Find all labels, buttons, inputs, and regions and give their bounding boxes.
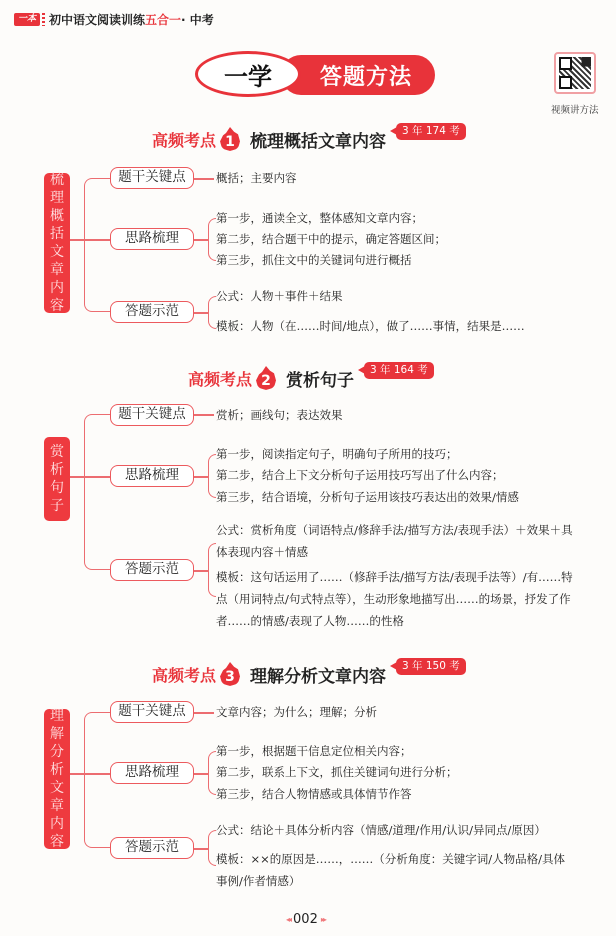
leaf-text: 第一步，通读全文，整体感知文章内容；	[216, 211, 423, 225]
page-number-text: 002	[293, 912, 318, 927]
qr-caption: 视频讲方法	[551, 105, 599, 116]
leaf-text: 第二步，结合题干中的提示，确定答题区间；	[216, 232, 446, 246]
qr-code[interactable]	[554, 52, 596, 94]
book-title-main: 初中语文阅读训练	[49, 12, 146, 27]
leaf-text: 模板：这句话运用了……（修辞手法/描写方法/表现手法等）/有……特点（用词特点/句式特点等），生动形象地描写出……的场景，抒发了作者……的情感/表现了人物……的性格	[216, 570, 573, 628]
exam-count-badge: 3 年 150 考	[396, 658, 466, 675]
exam-count-badge: 3 年 164 考	[364, 362, 434, 379]
leaf-text: 概括；主要内容	[216, 171, 297, 185]
leaf-text: 模板：××的原因是……，……（分析角度：关键字词/人物品格/具体事例/作者情感）	[216, 852, 566, 888]
leaf-text: 第三步，结合人物情感或具体情节作答	[216, 787, 412, 801]
section-prefix: 高频考点	[152, 130, 217, 150]
section-heading-2	[188, 363, 434, 391]
branch-node: 题干关键点	[110, 167, 194, 189]
page-arrow-left-icon: ◂◂	[286, 915, 291, 924]
branch-node: 思路梳理	[110, 228, 194, 250]
leaf-text: 第二步，联系上下文，抓住关键词句进行分析；	[216, 765, 458, 779]
section-heading-1	[152, 124, 466, 152]
leaf-text: 文章内容；为什么；理解；分析	[216, 705, 377, 719]
leaf-text: 公式：人物＋事件＋结果	[216, 289, 343, 303]
section-title: 理解分析文章内容	[250, 666, 387, 687]
section-title: 梳理概括文章内容	[250, 131, 387, 152]
brand-badge: 一本	[14, 13, 40, 26]
section-prefix: 高频考点	[152, 665, 217, 685]
book-title-highlight: 五合一	[145, 12, 182, 27]
brand-divider	[42, 13, 45, 26]
leaf-text: 公式：结论＋具体分析内容（情感/道理/作用/认识/异同点/原因）	[216, 823, 546, 837]
section-title: 赏析句子	[286, 370, 355, 391]
branch-node: 思路梳理	[110, 465, 194, 487]
page-arrow-right-icon: ▸▸	[320, 915, 325, 924]
branch-node: 思路梳理	[110, 762, 194, 784]
section-heading-3	[152, 659, 466, 687]
chapter-banner	[195, 51, 435, 97]
leaf-text: 第二步，结合上下文分析句子运用技巧写出了什么内容；	[216, 468, 504, 482]
page-number	[283, 912, 328, 927]
leaf-text: 第一步，根据题干信息定位相关内容；	[216, 744, 412, 758]
banner-title: 答题方法	[281, 55, 435, 95]
qr-code-pattern	[559, 57, 591, 89]
branch-node: 答题示范	[110, 301, 194, 323]
flame-number-icon: 1	[220, 127, 240, 151]
flame-number-icon: 3	[220, 662, 240, 686]
root-node: 赏 析 句 子	[44, 437, 70, 521]
book-title	[49, 11, 214, 28]
branch-node: 题干关键点	[110, 701, 194, 723]
section-prefix: 高频考点	[188, 369, 253, 389]
leaf-text: 公式：赏析角度（词语特点/修辞手法/描写方法/表现手法）＋效果＋具体表现内容＋情感	[216, 523, 573, 559]
branch-node: 答题示范	[110, 559, 194, 581]
branch-node: 答题示范	[110, 837, 194, 859]
book-title-tail: · 中考	[181, 12, 214, 27]
leaf-text: 赏析；画线句；表达效果	[216, 408, 343, 422]
root-node: 梳 理 概 括 文 章 内 容	[44, 173, 70, 313]
leaf-text: 第三步，抓住文中的关键词句进行概括	[216, 253, 412, 267]
running-header	[14, 10, 214, 28]
exam-count-badge: 3 年 174 考	[396, 123, 466, 140]
leaf-text: 第一步，阅读指定句子，明确句子所用的技巧；	[216, 447, 458, 461]
flame-number-icon: 2	[256, 366, 276, 390]
root-node: 理 解 分 析 文 章 内 容	[44, 709, 70, 849]
banner-oval-label: 一学	[195, 51, 301, 97]
branch-node: 题干关键点	[110, 404, 194, 426]
leaf-text: 模板：人物（在……时间/地点），做了……事情，结果是……	[216, 319, 525, 333]
leaf-text: 第三步，结合语境，分析句子运用该技巧表达出的效果/情感	[216, 490, 519, 504]
